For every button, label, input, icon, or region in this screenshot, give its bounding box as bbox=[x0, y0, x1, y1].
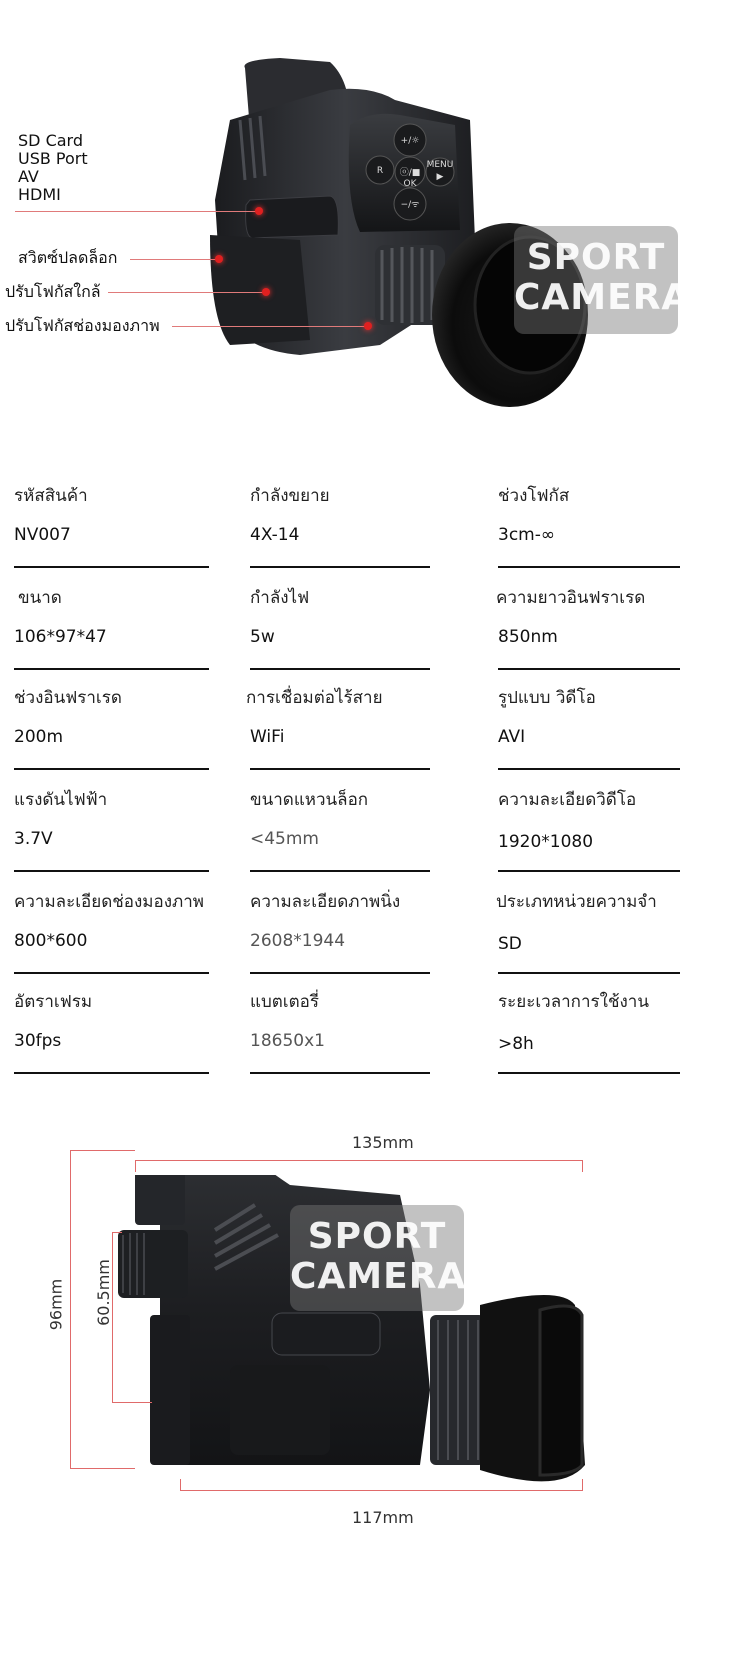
spec-label: ระยะเวลาการใช้งาน bbox=[498, 992, 649, 1012]
spec-value: 3.7V bbox=[14, 829, 53, 849]
spec-voltage bbox=[14, 764, 214, 868]
spec-value: >8h bbox=[498, 1034, 534, 1054]
spec-video-format bbox=[498, 662, 698, 766]
spec-memory-type bbox=[496, 866, 696, 970]
dim-tick bbox=[180, 1479, 181, 1491]
spec-value: <45mm bbox=[250, 829, 319, 849]
svg-text:▶: ▶ bbox=[436, 172, 444, 182]
spec-label: การเชื่อมต่อไร้สาย bbox=[246, 688, 383, 708]
watermark bbox=[290, 1205, 467, 1311]
spec-value: SD bbox=[498, 934, 522, 954]
dim-tick bbox=[70, 1468, 135, 1469]
spec-value: 1920*1080 bbox=[498, 832, 594, 852]
spec-magnification bbox=[250, 460, 450, 564]
spec-value: 2608*1944 bbox=[250, 931, 346, 951]
dim-tick bbox=[112, 1402, 152, 1403]
spec-label: ความละเอียดช่องมองภาพ bbox=[14, 892, 204, 912]
svg-text:ⓞ/■: ⓞ/■ bbox=[399, 168, 421, 178]
spec-product-code bbox=[14, 460, 214, 564]
watermark-line-2: CAMERA bbox=[290, 1256, 467, 1297]
spec-value: 4X-14 bbox=[250, 525, 300, 545]
callout-hdmi: HDMI bbox=[18, 185, 61, 204]
spec-value: WiFi bbox=[250, 727, 285, 747]
spec-label: ขนาดแหวนล็อก bbox=[250, 790, 369, 810]
spec-label: กำลังไฟ bbox=[250, 588, 310, 608]
watermark-line-1: SPORT bbox=[526, 237, 666, 278]
spec-lock-ring bbox=[250, 764, 450, 868]
dim-tick bbox=[582, 1479, 583, 1491]
spec-label: แรงดันไฟฟ้า bbox=[14, 790, 108, 810]
svg-text:R: R bbox=[376, 166, 384, 176]
callout-dot-near-focus bbox=[262, 288, 270, 296]
watermark-line-2: CAMERA bbox=[514, 277, 691, 318]
callout-line-ports bbox=[15, 211, 260, 212]
dim-body-length-label: 117mm bbox=[352, 1508, 414, 1527]
spec-value: 200m bbox=[14, 727, 64, 747]
product-hero bbox=[0, 0, 750, 440]
spec-eyepiece-resolution bbox=[14, 866, 214, 970]
svg-text:MENU: MENU bbox=[426, 160, 454, 170]
dim-line-body-length bbox=[180, 1490, 582, 1491]
night-vision-device-illustration bbox=[0, 0, 750, 440]
spec-video-resolution bbox=[498, 764, 698, 868]
spec-still-resolution bbox=[250, 866, 450, 970]
spec-value: 106*97*47 bbox=[14, 627, 107, 647]
callout-unlock-switch: สวิตซ์ปลดล็อก bbox=[18, 248, 118, 267]
spec-value: 5w bbox=[250, 627, 275, 647]
spec-label: รูปแบบ วิดีโอ bbox=[498, 688, 596, 708]
spec-label: อัตราเฟรม bbox=[14, 992, 93, 1012]
spec-value: NV007 bbox=[14, 525, 71, 545]
callout-near-focus: ปรับโฟกัสใกล้ bbox=[5, 282, 101, 301]
callout-eyepiece-focus: ปรับโฟกัสช่องมองภาพ bbox=[5, 316, 160, 335]
dim-length-label: 135mm bbox=[352, 1133, 414, 1152]
callout-line-eyepiece bbox=[172, 326, 368, 327]
svg-text:−/ᯤ: −/ᯤ bbox=[400, 200, 420, 210]
dim-tick bbox=[135, 1160, 136, 1172]
spec-value: 18650x1 bbox=[250, 1031, 325, 1051]
spec-label: รหัสสินค้า bbox=[14, 486, 88, 506]
callout-usb-port: USB Port bbox=[18, 149, 88, 168]
spec-value: 850nm bbox=[498, 627, 558, 647]
dim-lens-height-label: 60.5mm bbox=[93, 1259, 113, 1326]
spec-ir-wavelength bbox=[496, 562, 696, 666]
dim-height-label: 96mm bbox=[46, 1278, 66, 1331]
dim-tick bbox=[112, 1232, 122, 1233]
svg-text:+/☼: +/☼ bbox=[400, 136, 420, 146]
spec-wireless bbox=[246, 662, 446, 766]
divider bbox=[250, 1072, 430, 1074]
callout-line-near-focus bbox=[108, 292, 266, 293]
callout-av: AV bbox=[18, 167, 39, 186]
spec-label: ความละเอียดวิดีโอ bbox=[498, 790, 637, 810]
spec-label: ขนาด bbox=[18, 588, 62, 608]
watermark bbox=[514, 226, 691, 334]
spec-focus-range bbox=[498, 460, 698, 564]
spec-value: 30fps bbox=[14, 1031, 62, 1051]
dim-tick bbox=[70, 1150, 135, 1151]
callout-line-unlock bbox=[130, 259, 220, 260]
spec-battery bbox=[250, 966, 450, 1070]
spec-ir-range bbox=[14, 662, 214, 766]
spec-value: AVI bbox=[498, 727, 526, 747]
spec-value: 800*600 bbox=[14, 931, 88, 951]
callout-dot-unlock bbox=[215, 255, 223, 263]
spec-label: ช่วงอินฟราเรด bbox=[14, 688, 122, 708]
spec-runtime bbox=[498, 966, 698, 1070]
spec-label: กำลังขยาย bbox=[250, 486, 330, 506]
callout-dot-ports bbox=[255, 207, 263, 215]
dim-tick bbox=[582, 1160, 583, 1172]
spec-label: ความละเอียดภาพนิ่ง bbox=[250, 892, 401, 912]
dim-line-length bbox=[135, 1160, 583, 1161]
callout-sd-card: SD Card bbox=[18, 131, 83, 150]
spec-label: ประเภทหน่วยความจำ bbox=[496, 892, 657, 912]
spec-label: แบตเตอรี่ bbox=[250, 992, 319, 1012]
dimension-diagram bbox=[0, 1133, 750, 1680]
svg-text:OK: OK bbox=[403, 179, 417, 189]
spec-label: ความยาวอินฟราเรด bbox=[496, 588, 646, 608]
spec-value: 3cm-∞ bbox=[498, 525, 556, 545]
divider bbox=[498, 1072, 680, 1074]
spec-label: ช่วงโฟกัส bbox=[498, 486, 570, 506]
callout-dot-eyepiece bbox=[364, 322, 372, 330]
spec-frame-rate bbox=[14, 966, 214, 1070]
divider bbox=[14, 1072, 209, 1074]
dim-line-height bbox=[70, 1150, 71, 1468]
spec-power bbox=[250, 562, 450, 666]
spec-size bbox=[14, 562, 214, 666]
watermark-line-1: SPORT bbox=[307, 1216, 447, 1257]
